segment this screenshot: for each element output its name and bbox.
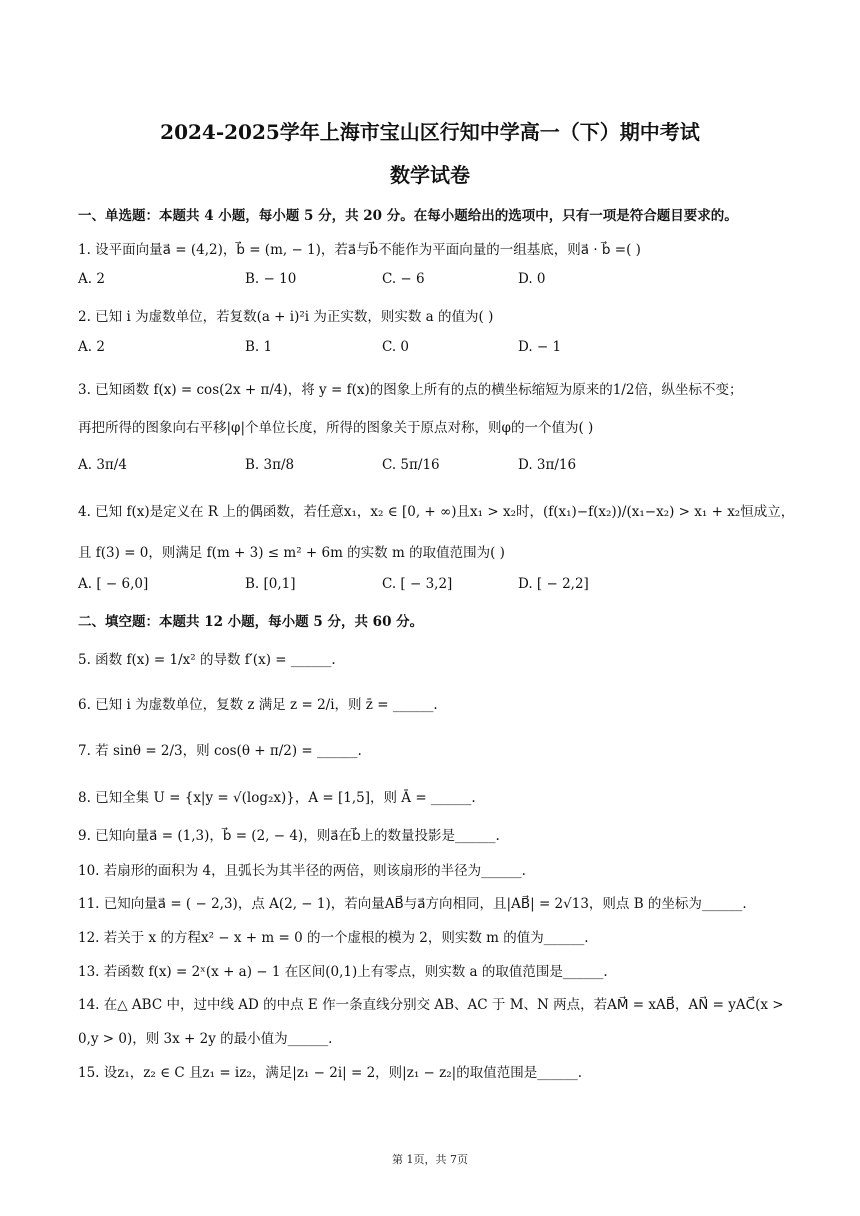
question-2-option-d: D. − 1 bbox=[518, 339, 562, 355]
question-5: 5. 函数 f(x) = 1/x² 的导数 f′(x) = ______. bbox=[78, 652, 336, 668]
page-subtitle: 数学试卷 bbox=[390, 163, 470, 187]
question-13: 13. 若函数 f(x) = 2ˣ(x + a) − 1 在区间(0,1)上有零点，则实数 a 的取值范围是______. bbox=[78, 964, 608, 980]
question-4-stem-line2: 且 f(3) = 0，则满足 f(m + 3) ≤ m² + 6m 的实数 m 的取值范围为( ) bbox=[78, 545, 505, 561]
question-12: 12. 若关于 x 的方程x² − x + m = 0 的一个虚根的模为 2，则实数 m 的值为______. bbox=[78, 930, 589, 946]
question-2-option-b: B. 1 bbox=[245, 339, 273, 355]
question-6: 6. 已知 i 为虚数单位，复数 z 满足 z = 2/i，则 z̄ = ______. bbox=[78, 697, 438, 713]
question-3-option-a: A. 3π/4 bbox=[78, 457, 127, 473]
question-14: 14. 在△ ABC 中，过中线 AD 的中点 E 作一条直线分别交 AB、AC 于 M、N 两点，若AM⃗ = xAB⃗，AN⃗ = yAC⃗(x > bbox=[78, 997, 784, 1013]
question-3-stem: 3. 已知函数 f(x) = cos(2x + π/4)，将 y = f(x)的图象上所有的点的横坐标缩短为原来的1/2倍，纵坐标不变； bbox=[78, 382, 743, 398]
question-14-line2: 0,y > 0)，则 3x + 2y 的最小值为______. bbox=[78, 1031, 333, 1047]
question-3-option-b: B. 3π/8 bbox=[245, 457, 295, 473]
question-9: 9. 已知向量a⃗ = (1,3)，b⃗ = (2, − 4)，则a⃗在b⃗上的数量投影是______. bbox=[78, 828, 500, 844]
question-1-stem: 1. 设平面向量a⃗ = (4,2)，b⃗ = (m, − 1)，若a⃗与b⃗不能作为平面向量的一组基底，则a⃗ · b⃗ =( ) bbox=[78, 242, 641, 258]
question-1-option-c: C. − 6 bbox=[382, 271, 425, 287]
question-1-option-d: D. 0 bbox=[518, 271, 546, 287]
question-7: 7. 若 sinθ = 2/3，则 cos(θ + π/2) = ______. bbox=[78, 743, 362, 759]
question-4-option-d: D. [ − 2,2] bbox=[518, 576, 589, 592]
page-footer: 第 1页，共 7页 bbox=[392, 1153, 468, 1166]
question-4-stem: 4. 已知 f(x)是定义在 R 上的偶函数，若任意x₁，x₂ ∈ [0, + ∞)且x₁ > x₂时，(f(x₁)−f(x₂))/(x₁−x₂) > x₁ + x₂恒成立， bbox=[78, 504, 795, 520]
question-1-option-b: B. − 10 bbox=[245, 271, 297, 287]
question-2-option-a: A. 2 bbox=[78, 339, 105, 355]
question-4-option-c: C. [ − 3,2] bbox=[382, 576, 453, 592]
question-3-option-c: C. 5π/16 bbox=[382, 457, 440, 473]
question-3-stem-line2: 再把所得的图象向右平移|φ|个单位长度，所得的图象关于原点对称，则φ的一个值为( ) bbox=[78, 420, 594, 436]
section-heading-fill-in: 二、填空题：本题共 12 小题，每小题 5 分，共 60 分。 bbox=[78, 614, 424, 630]
question-4-option-a: A. [ − 6,0] bbox=[78, 576, 149, 592]
question-2-option-c: C. 0 bbox=[382, 339, 410, 355]
question-2-stem: 2. 已知 i 为虚数单位，若复数(a + i)²i 为正实数，则实数 a 的值为( ) bbox=[78, 309, 494, 325]
question-8: 8. 已知全集 U = {x|y = √(log₂x)}，A = [1,5]，则 Ā = ______. bbox=[78, 790, 476, 806]
question-15: 15. 设z₁，z₂ ∈ C 且z₁ = iz₂，满足|z₁ − 2i| = 2，则|z₁ − z₂|的取值范围是______. bbox=[78, 1065, 583, 1081]
page-title: 2024-2025学年上海市宝山区行知中学高一（下）期中考试 bbox=[160, 120, 700, 144]
question-1-option-a: A. 2 bbox=[78, 271, 105, 287]
question-11: 11. 已知向量a⃗ = ( − 2,3)，点 A(2, − 1)，若向量AB⃗与a⃗方向相同，且|AB⃗| = 2√13，则点 B 的坐标为______. bbox=[78, 896, 747, 912]
question-4-option-b: B. [0,1] bbox=[245, 576, 296, 592]
question-10: 10. 若扇形的面积为 4，且弧长为其半径的两倍，则该扇形的半径为______. bbox=[78, 863, 526, 879]
section-heading-single-choice: 一、单选题：本题共 4 小题，每小题 5 分，共 20 分。在每小题给出的选项中，只有一项是符合题目要求的。 bbox=[78, 208, 738, 224]
question-3-option-d: D. 3π/16 bbox=[518, 457, 577, 473]
